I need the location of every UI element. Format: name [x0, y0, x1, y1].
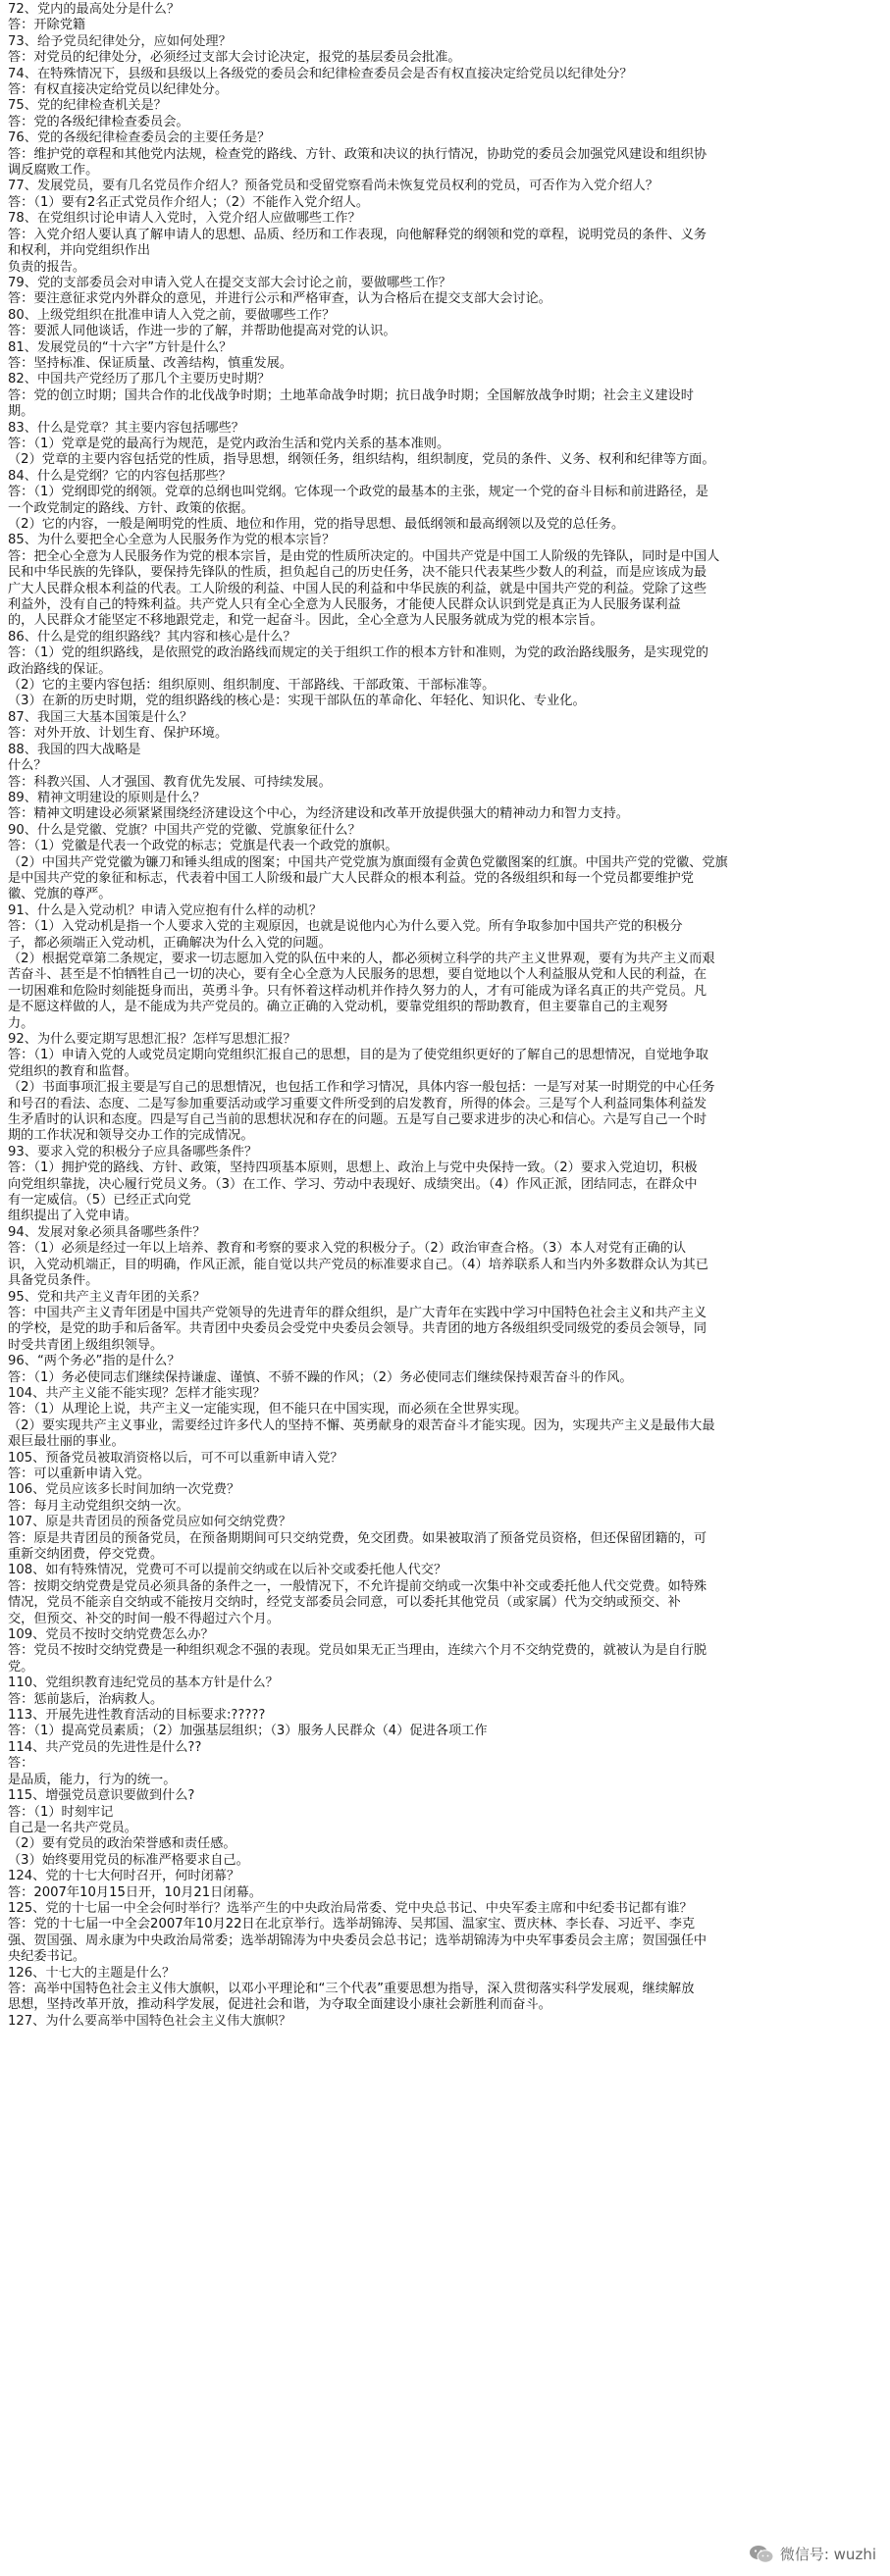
question-line: 82、中国共产党经历了那几个主要历史时期？ [8, 372, 271, 387]
answer-line: 组织提出了入党申请。 [8, 1209, 137, 1224]
question-line: 85、为什么要把全心全意为人民服务作为党的根本宗旨？ [8, 533, 336, 548]
answer-line: 答：（1）要有2名正式党员作介绍人；（2）不能作入党介绍人。 [8, 194, 370, 210]
question-line: 104、共产主义能不能实现？怎样才能实现？ [8, 1385, 266, 1401]
answer-line: 央纪委书记。 [8, 1949, 86, 1965]
question-line: 105、预备党员被取消资格以后，可不可以重新申请入党？ [8, 1450, 343, 1466]
question-line: 114、共产党员的先进性是什么?? [8, 1739, 202, 1755]
answer-line: 识，入党动机端正，目的明确，作风正派，能自觉以共产党员的标准要求自己。（4）培养联系人和当内外多数群众认为其已 [8, 1257, 708, 1272]
question-line: 79、党的支部委员会对申请入党人在提交支部大会讨论之前，要做哪些工作？ [8, 275, 451, 290]
answer-line: 答：党的各级纪律检查委员会。 [8, 114, 189, 129]
answer-line: 自己是一名共产党员。 [8, 1820, 137, 1835]
answer-line: 一切困难和危险时刻能挺身而出，英勇斗争。只有怀着这样动机并作持久努力的人，才有可能成为译名真正的共产党员。凡 [8, 983, 707, 999]
answer-line: 答：对外开放、计划生育、保护环境。 [8, 726, 229, 742]
answer-line: 苦奋斗、甚至是不怕牺牲自己一切的决心，要有全心全意为人民服务的思想，要自觉地以个人利益服从党和人民的利益，在 [8, 967, 707, 983]
question-line: 125、党的十七届一中全会何时举行？选举产生的中央政治局常委、党中央总书记、中央军委主席和中纪委书记都有谁？ [8, 1900, 693, 1916]
answer-line: 答：（1）党纲即党的纲领。党章的总纲也叫党纲。它体现一个政党的最基本的主张，规定一个党的奋斗目标和前进路径，是 [8, 485, 708, 500]
answer-line: （2）它的主要内容包括：组织原则、组织制度、干部路线、干部政策、干部标准等。 [8, 678, 496, 694]
answer-line: 答：入党介绍人要认真了解申请人的思想、品质、经历和工作表现，向他解释党的纲领和党的章程，说明党员的条件、义务 [8, 227, 707, 242]
question-line: 80、上级党组织在批准申请人入党之前，要做哪些工作？ [8, 307, 336, 323]
wechat-icon [749, 2545, 774, 2564]
question-line: 72、党内的最高处分是什么？ [8, 2, 181, 17]
question-line: 76、党的各级纪律检查委员会的主要任务是？ [8, 130, 271, 146]
answer-line: （2）书面事项汇报主要是写自己的思想情况，也包括工作和学习情况，具体内容一般包括：一是写对某一时期党的中心任务 [8, 1080, 715, 1096]
question-line: 77、发展党员，要有几名党员作介绍人？预备党员和受留党察看尚未恢复党员权利的党员，可否作为入党介绍人？ [8, 179, 658, 194]
answer-line: 具备党员条件。 [8, 1273, 99, 1289]
question-line: 87、我国三大基本国策是什么？ [8, 709, 193, 725]
answer-line: 答：（1）申请入党的人或党员定期向党组织汇报自己的思想，目的是为了使党组织更好的了解自己的思想情况，自觉地争取 [8, 1048, 708, 1063]
question-line: 73、给予党员纪律处分，应如何处理？ [8, 33, 232, 49]
answer-line: （2）要有党员的政治荣誉感和责任感。 [8, 1836, 236, 1852]
answer-line: 答：每月主动党组织交纳一次。 [8, 1498, 189, 1514]
answer-line: 答：中国共产主义青年团是中国共产党领导的先进青年的群众组织，是广大青年在实践中学习中国特色社会主义和共产主义 [8, 1305, 707, 1320]
question-line: 124、党的十七大何时召开，何时闭幕？ [8, 1869, 240, 1884]
answer-line: （3）始终要用党员的标准严格要求自己。 [8, 1852, 249, 1868]
answer-line: （2）根据党章第二条规定，要求一切志愿加入党的队伍中来的人，都必须树立科学的共产主义世界观，要有为共产主义而艰 [8, 951, 715, 966]
question-line: 74、在特殊情况下，县级和县级以上各级党的委员会和纪律检查委员会是否有权直接决定给党员以纪律处分？ [8, 66, 633, 81]
watermark-text: 微信号: wuzhi [779, 2546, 876, 2563]
question-line: 96、“两个务必”指的是什么？ [8, 1354, 181, 1369]
answer-line: 答：按期交纳党费是党员必须具备的条件之一，一般情况下，不允许提前交纳或一次集中补交或委托他人代交党费。如特殊 [8, 1578, 707, 1594]
question-line: 108、如有特殊情况，党费可不可以提前交纳或在以后补交或委托他人代交？ [8, 1563, 447, 1578]
answer-line: 艰巨最壮丽的事业。 [8, 1434, 125, 1450]
question-line: 107、原是共青团员的预备党员应如何交纳党费？ [8, 1515, 291, 1530]
answer-line: 思想，坚持改革开放，推动科学发展，促进社会和谐，为夺取全面建设小康社会新胜利而奋斗。 [8, 1997, 551, 2013]
question-line: 92、为什么要定期写思想汇报？怎样写思想汇报？ [8, 1032, 296, 1047]
question-line: 83、什么是党章？其主要内容包括哪些？ [8, 420, 244, 436]
answer-line: 答：有权直接决定给党员以纪律处分。 [8, 82, 229, 98]
question-line: 89、精神文明建设的原则是什么？ [8, 790, 206, 805]
answer-line: 答：惩前毖后，治病救人。 [8, 1691, 164, 1707]
answer-line: 广大人民群众根本利益的代表。工人阶级的利益、中国人民的利益和中华民族的利益，就是中国共产党的利益。党除了这些 [8, 581, 707, 596]
answer-line: 有一定威信。（5）已经正式向党 [8, 1193, 191, 1209]
answer-line: 答：（1）入党动机是指一个人要求入党的主观原因，也就是说他内心为什么要入党。所有争取参加中国共产党的积极分 [8, 919, 683, 935]
answer-line: 答：党的创立时期；国共合作的北伐战争时期；土地革命战争时期；抗日战争时期；全国解放战争时期；社会主义建设时 [8, 387, 694, 403]
answer-line: 答：要派人同他谈话，作进一步的了解，并帮助他提高对党的认识。 [8, 324, 396, 339]
answer-line: （2）党章的主要内容包括党的性质，指导思想，纲领任务，组织结构，组织制度，党员的条件、义务、权利和纪律等方面。 [8, 452, 715, 468]
answer-line: 力。 [8, 1015, 34, 1031]
answer-line: 向党组织靠拢，决心履行党员义务。（3）在工作、学习、劳动中表现好、成绩突出。（4）作风正派，团结同志，在群众中 [8, 1176, 698, 1192]
answer-line: 重新交纳团费，停交党费。 [8, 1547, 164, 1562]
answer-line: 答：（1）党徽是代表一个政党的标志；党旗是代表一个政党的旗帜。 [8, 839, 398, 854]
answer-line: 强、贺国强、周永康为中央政治局常委；选举胡锦涛为中央委员会总书记；选举胡锦涛为中央军事委员会主席；贺国强任中 [8, 1932, 707, 1948]
answer-line: （2）中国共产党党徽为镰刀和锤头组成的图案；中国共产党党旗为旗面缀有金黄色党徽图案的红旗。中国共产党的党徽、党旗 [8, 854, 728, 870]
question-line: 106、党员应该多长时间加纳一次党费？ [8, 1482, 240, 1498]
question-line: 86、什么是党的组织路线？其内容和核心是什么？ [8, 629, 296, 644]
question-line: 78、在党组织讨论申请人入党时，入党介绍人应做哪些工作？ [8, 211, 361, 227]
question-line: 93、要求入党的积极分子应具备哪些条件？ [8, 1144, 258, 1159]
question-line: 109、党员不按时交纳党费怎么办？ [8, 1627, 214, 1643]
answer-line: 答：高举中国特色社会主义伟大旗帜，以邓小平理论和“三个代表”重要思想为指导，深入贯彻落实科学发展观，继续解放 [8, 1981, 695, 1996]
question-line: 88、我国的四大战略是 [8, 742, 141, 757]
answer-line: 答：原是共青团员的预备党员，在预备期期间可只交纳党费，免交团费。如果被取消了预备党员资格，但还保留团籍的，可 [8, 1530, 707, 1546]
answer-line: 利益外，没有自己的特殊利益。共产党人只有全心全意为人民服务，才能使人民群众认识到党是真正为人民服务谋利益 [8, 597, 681, 613]
answer-line: 党。 [8, 1659, 34, 1674]
answer-line: 是不愿这样做的人，是不能成为共产党员的。确立正确的入党动机，要靠党组织的帮助教育，但主要靠自己的主观努 [8, 1000, 668, 1015]
answer-line: 答：（1）从理论上说，共产主义一定能实现，但不能只在中国实现，而必须在全世界实现。 [8, 1402, 528, 1417]
answer-line: 民和中华民族的先锋队，要保持先锋队的性质，担负起自己的历史任务，决不能只代表某些少数人的利益，而是应该成为最 [8, 565, 707, 581]
question-line: 91、什么是入党动机？申请入党应抱有什么样的动机？ [8, 902, 323, 918]
answer-line: 答：坚持标准、保证质量、改善结构，慎重发展。 [8, 355, 293, 371]
answer-line: 答：（1）务必使同志们继续保持谦虚、谨慎、不骄不躁的作风；（2）务必使同志们继续保持艰苦奋斗的作风。 [8, 1369, 633, 1385]
answer-line: 期。 [8, 404, 34, 420]
question-line: 94、发展对象必须具备哪些条件？ [8, 1224, 206, 1240]
answer-line: 答：2007年10月15日开，10月21日闭幕。 [8, 1884, 262, 1900]
question-line: 84、什么是党纲？它的内容包括那些？ [8, 468, 232, 484]
answer-line: 交，但预交、补交的时间一般不得超过六个月。 [8, 1611, 280, 1626]
answer-line: 时受共青团上级组织领导。 [8, 1337, 164, 1353]
answer-line: 答：（1）党的组织路线，是依照党的政治路线而规定的关于组织工作的根本方针和准则，为党的政治路线服务，是实现党的 [8, 645, 708, 661]
answer-line: 答：（1）时刻牢记 [8, 1804, 114, 1820]
answer-line: （2）要实现共产主义事业，需要经过许多代人的坚持不懈、英勇献身的艰苦奋斗才能实现。因为，实现共产主义是最伟大最 [8, 1417, 715, 1433]
answer-line: 答：党的十七届一中全会2007年10月22日在北京举行。选举胡锦涛、吴邦国、温家宝、贾庆林、李长春、习近平、李克 [8, 1917, 696, 1932]
question-line: 127、为什么要高举中国特色社会主义伟大旗帜？ [8, 2013, 291, 2029]
answer-line: 什么？ [8, 758, 47, 774]
question-line: 113、开展先进性教育活动的目标要求:????? [8, 1708, 266, 1724]
watermark [743, 2542, 882, 2566]
answer-line: 政治路线的保证。 [8, 661, 112, 677]
answer-line: 和号召的看法、态度、二是写参加重要活动或学习重要文件所受到的启发教育，所得的体会。三是写个人利益同集体利益发 [8, 1096, 707, 1111]
answer-line: 调反腐败工作。 [8, 163, 99, 179]
answer-line: 子，都必须端正入党动机，正确解决为什么入党的问题。 [8, 935, 332, 951]
answer-line: 答：对党员的纪律处分，必须经过支部大会讨论决定，报党的基层委员会批准。 [8, 50, 461, 66]
question-line: 75、党的纪律检查机关是？ [8, 98, 167, 114]
answer-line: 答：可以重新申请入党。 [8, 1466, 151, 1481]
answer-line: 答：把全心全意为人民服务作为党的根本宗旨，是由党的性质所决定的。中国共产党是中国工人阶级的先锋队，同时是中国人 [8, 548, 720, 564]
question-line: 81、发展党员的“十六字”方针是什么？ [8, 339, 233, 355]
answer-line: 情况，党员不能亲自交纳或不能按月交纳时，经党支部委员会同意，可以委托其他党员（或家属）代为交纳或预交、补 [8, 1595, 681, 1611]
answer-line: 党组织的教育和监督。 [8, 1063, 137, 1079]
question-line: 115、增强党员意识要做到什么? [8, 1788, 195, 1804]
answer-line: 答：精神文明建设必须紧紧围绕经济建设这个中心，为经济建设和改革开放提供强大的精神动力和智力支持。 [8, 806, 629, 822]
answer-line: 答：（1）党章是党的最高行为规范，是党内政治生活和党内关系的基本准则。 [8, 436, 450, 451]
answer-line: 答：党员不按时交纳党费是一种组织观念不强的表现。党员如果无正当理由，连续六个月不交纳党费的，就被认为是自行脱 [8, 1643, 707, 1659]
answer-line: 答： [8, 1756, 34, 1772]
answer-line: 答：维护党的章程和其他党内法规，检查党的路线、方针、政策和决议的执行情况，协助党的委员会加强党风建设和组织协 [8, 146, 707, 162]
question-line: 90、什么是党徽、党旗？中国共产党的党徽、党旗象征什么？ [8, 822, 361, 838]
answer-line: 是中国共产党的象征和标志，代表着中国工人阶级和最广大人民群众的根本利益。党的各级组织和每一个党员都要维护党 [8, 870, 694, 886]
question-line: 95、党和共产主义青年团的关系？ [8, 1289, 206, 1305]
answer-line: 的学校，是党的助手和后备军。共青团中央委员会受党中央委员会领导。共青团的地方各级组织受同级党的委员会领导，同 [8, 1321, 707, 1337]
answer-line: 和权利，并向党组织作出 [8, 243, 151, 259]
answer-line: 的，人民群众才能坚定不移地跟党走，和党一起奋斗。因此，全心全意为人民服务就成为党的根本宗旨。 [8, 613, 603, 629]
answer-line: 答：（1）提高党员素质；（2）加强基层组织；（3）服务人民群众（4）促进各项工作 [8, 1724, 488, 1739]
answer-line: 期的工作状况和领导交办工作的完成情况。 [8, 1128, 254, 1144]
answer-line: 生矛盾时的认识和态度。四是写自己当前的思想状况和存在的问题。五是写自己要求进步的决心和信心。六是写自己一个时 [8, 1112, 707, 1128]
answer-line: 答：（1）必须是经过一年以上培养、教育和考察的要求入党的积极分子。（2）政治审查合格。（3）本人对党有正确的认 [8, 1241, 687, 1257]
answer-line: （3）在新的历史时期，党的组织路线的核心是：实现干部队伍的革命化、年轻化、知识化、专业化。 [8, 694, 586, 709]
answer-line: （2）它的内容，一般是阐明党的性质、地位和作用，党的指导思想、最低纲领和最高纲领以及党的总任务。 [8, 517, 625, 532]
answer-line: 答：开除党籍 [8, 18, 86, 33]
answer-line: 负责的报告。 [8, 259, 86, 275]
answer-line: 答：科教兴国、人才强国、教育优先发展、可持续发展。 [8, 774, 332, 790]
answer-line: 答：要注意征求党内外群众的意见，并进行公示和严格审查，认为合格后在提交支部大会讨论。 [8, 291, 551, 307]
answer-line: 是品质，能力，行为的统一。 [8, 1772, 177, 1787]
answer-line: 答：（1）拥护党的路线、方针、政策，坚持四项基本原则，思想上、政治上与党中央保持一致。（2）要求入党迫切，积极 [8, 1160, 698, 1176]
question-line: 126、十七大的主题是什么？ [8, 1965, 176, 1981]
answer-line: 徽、党旗的尊严。 [8, 887, 112, 902]
answer-line: 一个政党制定的路线、方针、政策的依据。 [8, 500, 254, 516]
question-line: 110、党组织教育违纪党员的基本方针是什么？ [8, 1675, 279, 1691]
